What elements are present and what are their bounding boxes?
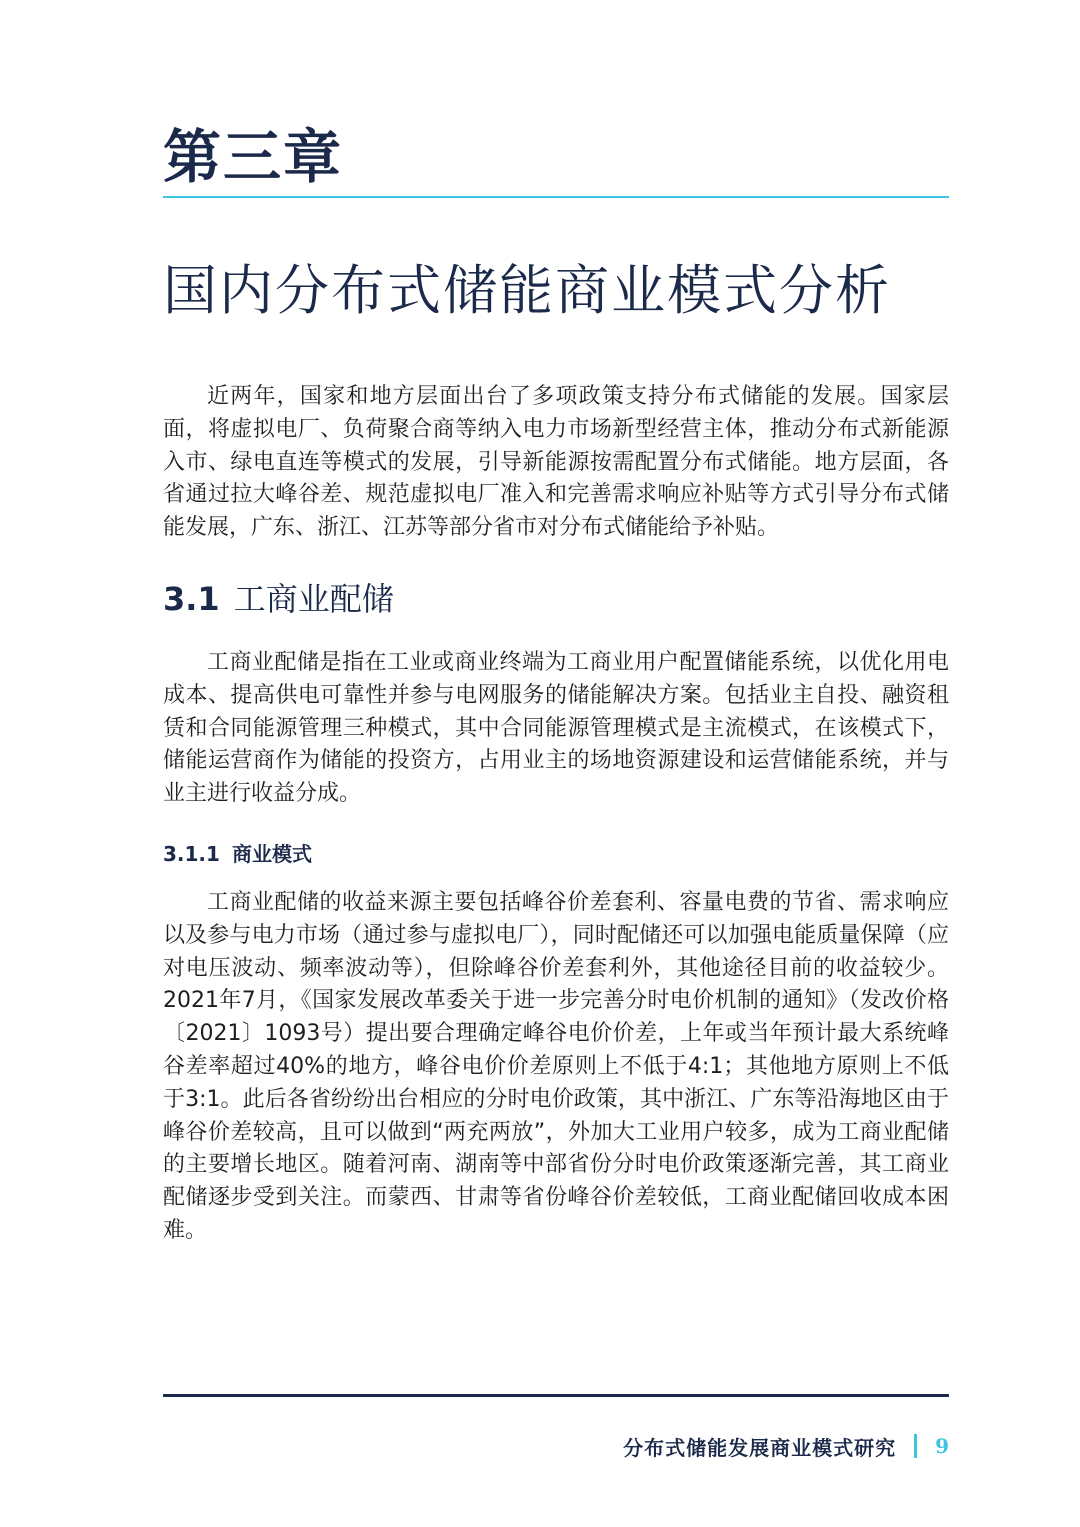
subsection-heading [163, 838, 312, 870]
subsection-paragraph: 工商业配储的收益来源主要包括峰谷价差套利、容量电费的节省、需求响应以及参与电力市场（通过参与虚拟电厂），同时配储还可以加强电能质量保障（应对电压波动、频率波动等），但除峰谷价差套利外，其他途径目前的收益较少。2021年7月，《国家发展改革委关于进一步完善分时电价机制的通知》（发改价格〔2021〕1093号）提出要合理确定峰谷电价价差，上年或当年预计最大系统峰谷差率超过40%的地方，峰谷电价价差原则上不低于4:1；其他地方原则上不低于3:1。此后各省纷纷出台相应的分时电价政策，其中浙江、广东等沿海地区由于峰谷价差较高，且可以做到“两充两放”，外加大工业用户较多，成为工商业配储的主要增长地区。随着河南、湖南等中部省份分时电价政策逐渐完善，其工商业配储逐步受到关注。而蒙西、甘肃等省份峰谷价差较低，工商业配储回收成本困难。 [163, 890, 949, 1243]
page-number: 9 [935, 1434, 949, 1458]
subsection-number: 3.1.1 [163, 842, 220, 866]
section-paragraph: 工商业配储是指在工业或商业终端为工商业用户配置储能系统，以优化用电成本、提高供电可靠性并参与电网服务的储能解决方案。包括业主自投、融资租赁和合同能源管理三种模式，其中合同能源管理模式是主流模式，在该模式下，储能运营商作为储能的投资方，占用业主的场地资源建设和运营储能系统，并与业主进行收益分成。 [163, 650, 949, 807]
intro-paragraph: 近两年，国家和地方层面出台了多项政策支持分布式储能的发展。国家层面，将虚拟电厂、负荷聚合商等纳入电力市场新型经营主体，推动分布式新能源入市、绿电直连等模式的发展，引导新能源按需配置分布式储能。地方层面，各省通过拉大峰谷差、规范虚拟电厂准入和完善需求响应补贴等方式引导分布式储能发展，广东、浙江、江苏等部分省市对分布式储能给予补贴。 [163, 384, 949, 541]
section-number: 3.1 [163, 580, 220, 618]
footer-divider [163, 1394, 949, 1397]
chapter-label: 第三章 [163, 123, 344, 191]
subsection-title: 商业模式 [231, 842, 312, 866]
section-title: 工商业配储 [233, 580, 394, 618]
page-footer [623, 1429, 949, 1463]
chapter-title: 国内分布式储能商业模式分析 [163, 259, 891, 322]
footer-separator [914, 1434, 917, 1458]
section-heading [163, 575, 394, 623]
footer-title: 分布式储能发展商业模式研究 [623, 1435, 897, 1460]
chapter-divider [163, 196, 949, 198]
